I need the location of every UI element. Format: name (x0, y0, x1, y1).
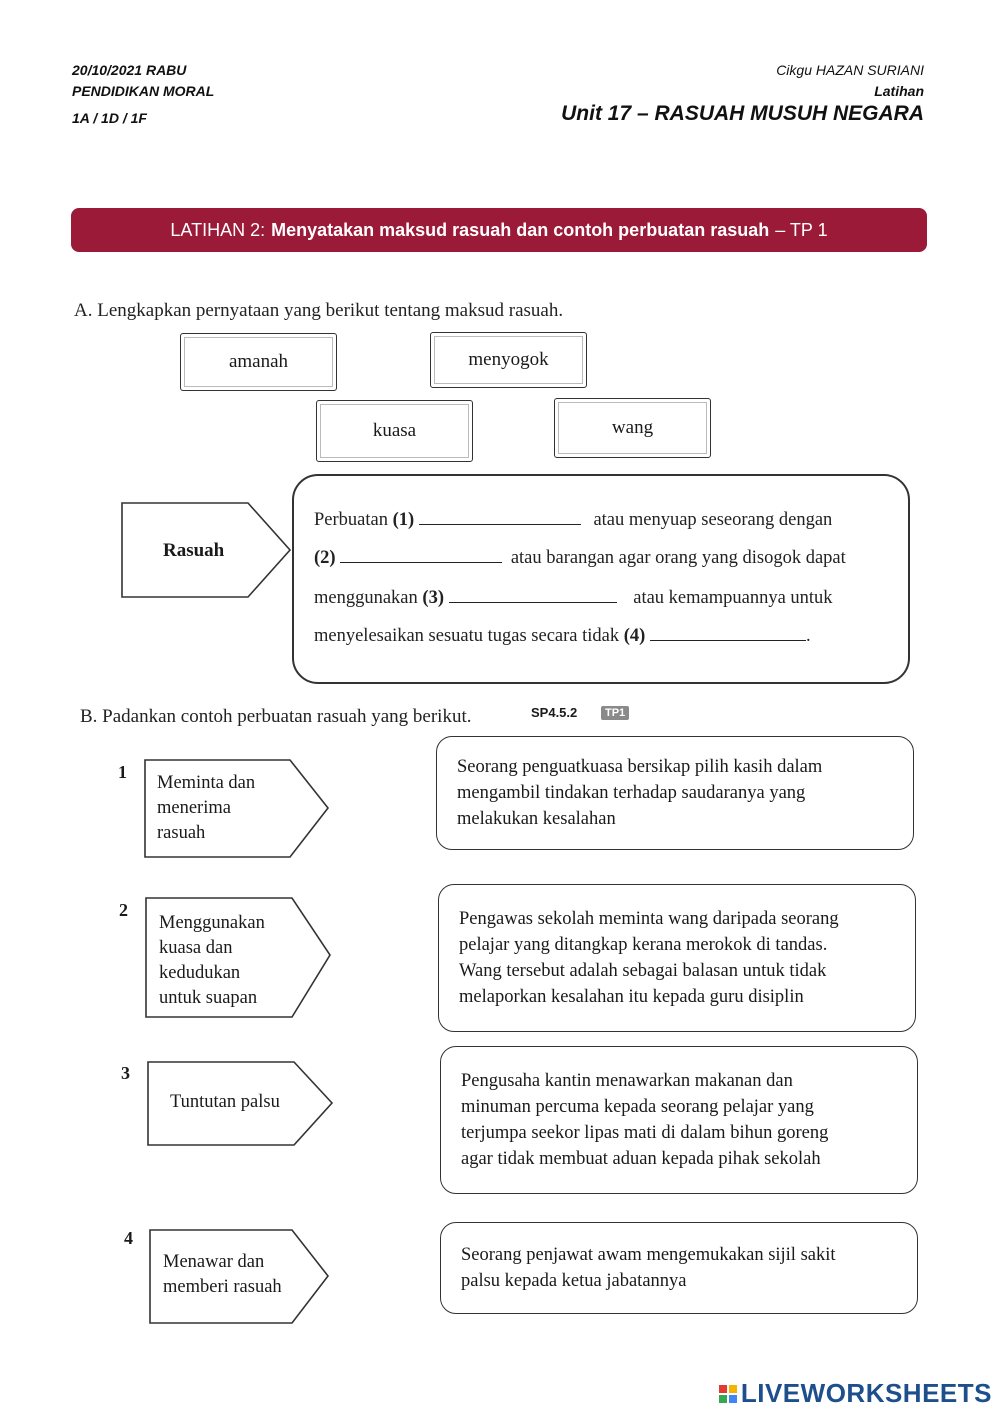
blank-3[interactable] (449, 586, 617, 603)
logo-icon (719, 1385, 737, 1403)
banner-prefix: LATIHAN 2: (170, 219, 266, 240)
item-1-label: Meminta dan menerima rasuah (157, 773, 256, 843)
item-1-number: 1 (118, 762, 127, 782)
word-box-amanah[interactable]: amanah (180, 333, 337, 391)
statement-line-3: menggunakan (3) atau kemampuannya untuk (314, 588, 833, 608)
classes: 1A / 1D / 1F (72, 110, 147, 126)
banner-suffix: – TP 1 (775, 219, 828, 240)
blank-2[interactable] (340, 546, 502, 563)
banner-title: Menyatakan maksud rasuah dan contoh perbuatan rasuah (271, 219, 770, 240)
worksheet-type: Latihan (874, 83, 924, 99)
section-b-title: B. Padankan contoh perbuatan rasuah yang berikut. (80, 706, 472, 727)
date-day: 20/10/2021 RABU (72, 62, 187, 78)
rasuah-label: Rasuah (163, 540, 225, 561)
item-1-description[interactable]: Seorang penguatkuasa bersikap pilih kasih dalam mengambil tindakan terhadap saudaranya yang melakukan kesalahan (436, 736, 914, 850)
statement-line-2: (2) atau barangan agar orang yang disogok dapat (314, 548, 846, 568)
item-4-label: Menawar dan memberi rasuah (163, 1252, 282, 1297)
word-box-menyogok[interactable]: menyogok (430, 332, 587, 388)
section-a-title: A. Lengkapkan pernyataan yang berikut tentang maksud rasuah. (74, 300, 564, 321)
unit-title: Unit 17 – RASUAH MUSUH NEGARA (561, 102, 924, 125)
word-box-kuasa[interactable]: kuasa (316, 400, 473, 462)
word-box-wang[interactable]: wang (554, 398, 711, 458)
subject: PENDIDIKAN MORAL (72, 83, 215, 99)
statement-line-4: menyelesaikan sesuatu tugas secara tidak (4) . (314, 626, 811, 646)
logo-text: LIVEWORKSHEETS (740, 1378, 992, 1408)
item-2-label: Menggunakan kuasa dan kedudukan untuk suapan (159, 913, 265, 1008)
item-3-number: 3 (121, 1063, 130, 1083)
blank-4[interactable] (650, 624, 806, 641)
blank-1[interactable] (419, 508, 581, 525)
tp-badge: TP1 (601, 704, 629, 719)
statement-line-1: Perbuatan (1) atau menyuap seseorang dengan (314, 510, 833, 530)
sp-code: SP4.5.2 (531, 705, 578, 720)
item-3-label: Tuntutan palsu (170, 1092, 280, 1112)
item-3-description[interactable]: Pengusaha kantin menawarkan makanan dan minuman percuma kepada seorang pelajar yang terjumpa seekor lipas mati di dalam bihun goreng agar tidak membuat aduan kepada pihak sekolah (440, 1046, 918, 1194)
item-2-description[interactable]: Pengawas sekolah meminta wang daripada seorang pelajar yang ditangkap kerana merokok di tandas. Wang tersebut adalah sebagai balasan untuk tidak melaporkan kesalahan itu kepada guru disiplin (438, 884, 916, 1032)
item-4-description[interactable]: Seorang penjawat awam mengemukakan sijil sakit palsu kepada ketua jabatannya (440, 1222, 918, 1314)
liveworksheets-logo[interactable] (719, 1378, 992, 1409)
teacher-name: Cikgu HAZAN SURIANI (776, 62, 924, 78)
item-4-number: 4 (124, 1228, 133, 1248)
item-2-number: 2 (119, 900, 128, 920)
statement-box (292, 474, 910, 684)
